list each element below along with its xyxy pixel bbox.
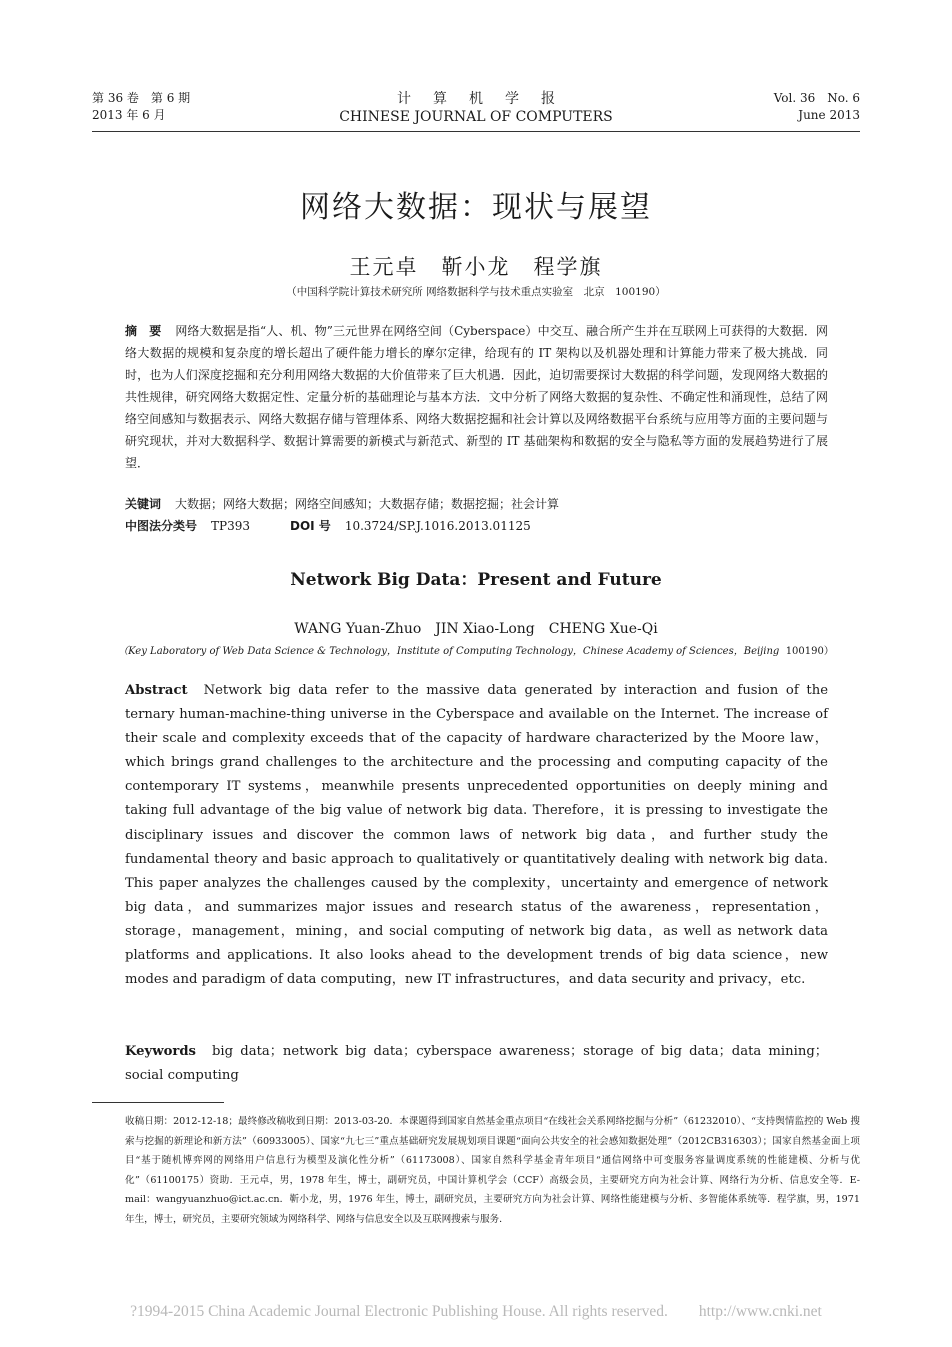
- paper-title-en: Network Big Data：Present and Future: [290, 570, 662, 590]
- journal-name-en: CHINESE JOURNAL OF COMPUTERS: [339, 109, 613, 125]
- volume-issue: 第 36 卷 第 6 期: [92, 91, 191, 105]
- abstract-en-label: Abstract: [125, 683, 188, 698]
- affiliation-en-text: （Key Laboratory of Web Data Science & Technology，Institute of Computing Technology，Chinese Academy of Sciences，Beijing: [118, 646, 780, 657]
- footnote-divider: [92, 1102, 224, 1103]
- header-divider: [92, 131, 860, 132]
- keywords-cn: [125, 493, 828, 515]
- keywords-block-cn: [125, 493, 828, 537]
- journal-name: [92, 90, 860, 126]
- abstract-cn-label: 摘 要: [125, 324, 162, 338]
- classification-label: 中图法分类号: [125, 519, 198, 533]
- issue-date-en: June 2013: [798, 108, 860, 122]
- authors-cn: 王元卓 靳小龙 程学旗: [349, 255, 603, 279]
- affiliation-en-zip: 100190）: [785, 646, 834, 657]
- keywords-en-text: big data；network big data；cyberspace awareness；storage of big data；data mining；social computing: [125, 1044, 828, 1084]
- keywords-en: [125, 1040, 828, 1088]
- classification-value: TP393: [211, 519, 250, 533]
- keywords-en-label: Keywords: [125, 1044, 196, 1059]
- doi-value: 10.3724/SP.J.1016.2013.01125: [344, 519, 531, 533]
- authors-en: WANG Yuan-Zhuo JIN Xiao-Long CHENG Xue-Qi: [294, 621, 658, 637]
- abstract-cn-text: 网络大数据是指“人、机、物”三元世界在网络空间（Cyberspace）中交互、融合所产生并在互联网上可获得的大数据．网络大数据的规模和复杂度的增长超出了硬件能力增长的摩尔定律，给现有的 IT 架构以及机器处理和计算能力带来了极大挑战．同时，也为人们深度挖掘和充分利用网络大数据的大价值带来了巨大机遇．因此，迫切需要探讨大数据的科学问题，发现网络大数据的共性规律，研究网络大数据定性、定量分析的基础理论与基本方法．文中分析了网络大数据的复杂性、不确定性和涌现性，总结了网络空间感知与数据表示、网络大数据存储与管理体系、网络大数据挖掘和社会计算以及网络数据平台系统与应用等方面的主要问题与研究现状，并对大数据科学、数据计算需要的新模式与新范式、新型的 IT 基础架构和数据的安全与隐私等方面的发展趋势进行了展望．: [125, 324, 828, 470]
- issue-info-en: [774, 90, 860, 124]
- doi-label: DOI 号: [290, 519, 331, 533]
- journal-header: [92, 90, 860, 130]
- affiliation-cn: （中国科学院计算技术研究所 网络数据科学与技术重点实验室 北京 100190）: [286, 286, 666, 298]
- copyright-watermark: ?1994-2015 China Academic Journal Electronic Publishing House. All rights reserved. http://www.cnki.net: [130, 1303, 822, 1320]
- keywords-cn-label: 关键词: [125, 497, 162, 511]
- journal-name-cn: 计算机学报: [397, 91, 577, 107]
- issue-date: 2013 年 6 月: [92, 108, 166, 122]
- abstract-en-text: Network big data refer to the massive data generated by interaction and fusion of the ternary human-machine-thing universe in the Cyberspace and available on the Internet. The increase of their scale and complexity exceeds that of the capacity of hardware characterized by the Moore law，which brings grand challenges to the architecture and the processing and computing capacity of the contemporary IT systems，meanwhile presents unprecedented opportunities on deeply mining and taking full advantage of the big value of network big data. Therefore，it is pressing to investigate the disciplinary issues and discover the common laws of network big data，and further study the fundamental theory and basic approach to qualitatively or quantitatively dealing with network big data. This paper analyzes the challenges caused by the complexity，uncertainty and emergence of network big data，and summarizes major issues and research status of the awareness，representation，storage，management，mining，and social computing of network big data，as well as network data platforms and applications. It also looks ahead to the development trends of big data science，new modes and paradigm of data computing，new IT infrastructures，and data security and privacy，etc.: [125, 683, 828, 988]
- abstract-cn: [125, 320, 828, 474]
- affiliation-en: [0, 642, 952, 657]
- paper-title-cn: 网络大数据：现状与展望: [300, 190, 652, 225]
- footnote: 收稿日期：2012-12-18；最终修改稿收到日期：2013-03-20．本课题得到国家自然基金重点项目“在线社会关系网络挖掘与分析”（61232010）、“支持舆情监控的 Web 搜索与挖掘的新理论和新方法”（60933005）、国家“九七三”重点基础研究发展规划项目课题“面向公共安全的社会感知数据处理”（2012CB316303）；国家自然基金面上项目“基于随机博弈网的网络用户信息行为模型及演化性分析”（61173008）、国家自然科学基金青年项目“通信网络中可变服务容量调度系统的性能建模、分析与优化”（61100175）资助．王元卓，男，1978 年生，博士，副研究员，中国计算机学会（CCF）高级会员，主要研究方向为社会计算、网络行为分析、信息安全等．E-mail：wangyuanzhuo@ict.ac.cn．靳小龙，男，1976 年生，博士，副研究员，主要研究方向为社会计算、网络性能建模与分析、多智能体系统等．程学旗，男，1971 年生，博士，研究员，主要研究领域为网络科学、网络与信息安全以及互联网搜索与服务．: [125, 1116, 860, 1225]
- keywords-cn-text: 大数据；网络大数据；网络空间感知；大数据存储；数据挖掘；社会计算: [175, 497, 560, 511]
- classification-row: [125, 515, 828, 537]
- abstract-en: [125, 679, 828, 992]
- volume-issue-en: Vol. 36 No. 6: [773, 91, 860, 105]
